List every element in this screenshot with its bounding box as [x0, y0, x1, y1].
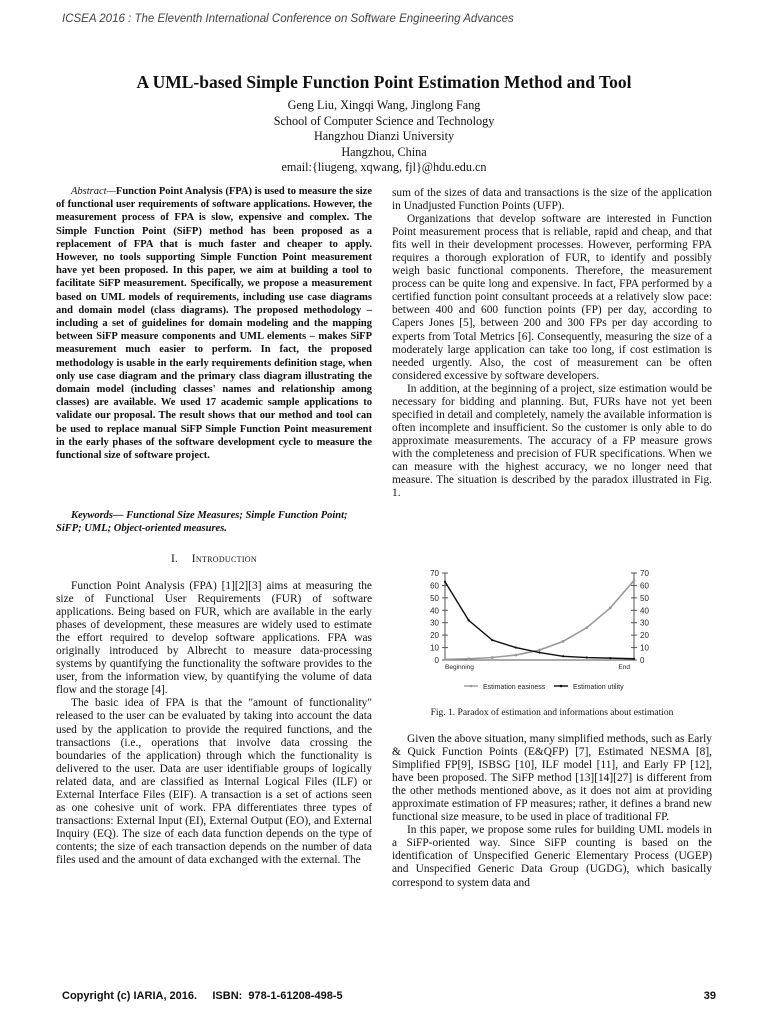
data-point-utility [468, 619, 470, 621]
y-tick-label-right: 50 [640, 593, 649, 603]
section-title: Introduction [191, 553, 257, 565]
legend-label-utility: Estimation utility [573, 684, 624, 691]
y-tick-label-right: 60 [640, 581, 649, 591]
data-point-easiness [514, 654, 517, 657]
left-column-body [56, 580, 372, 867]
abstract [56, 185, 372, 462]
y-tick-label-right: 20 [640, 631, 649, 641]
paragraph: Given the above situation, many simplified methods, such as Early & Quick Function Points (E&QFP) [7], Estimated NESMA [8], Simplified FP[9], ISBSG [10], ILF model [11], and Early FP [12], have been proposed. The SiFP method [13][14][27] is different from the other methods mentioned above, as it does not aim at providing approximate estimation of FP measures; rather, it defines a brand new functional size measure, to be used in place of traditional FP. [392, 733, 712, 824]
keywords: Keywords— Functional Size Measures; Simple Function Point; SiFP; UML; Object-oriented measures. [56, 510, 348, 535]
paradox-chart [392, 565, 712, 703]
right-column-bottom [392, 733, 712, 890]
data-point-utility [633, 658, 635, 660]
series-line-easiness [445, 580, 634, 659]
author-city: Hangzhou, China [341, 144, 427, 159]
y-tick-label-left: 20 [430, 631, 439, 641]
paragraph: Function Point Analysis (FPA) [1][2][3] aims at measuring the size of Functional User Requirements (FUR) of software applications. Being based on FUR, which are available in the early phases of development, these measures are widely used to estimate the effort required to develop software applications. FPA was originally introduced by Albrecht to measure data-processing systems by quantifying the functionality the software provides to the user, from the information view, by quantifying the volume of data flow and the storage [4]. [56, 580, 372, 697]
data-point-utility [444, 581, 446, 583]
data-point-easiness [633, 579, 636, 582]
y-tick-label-right: 0 [640, 656, 645, 665]
data-point-easiness [585, 626, 588, 629]
y-tick-label-left: 30 [430, 618, 439, 628]
data-point-easiness [609, 606, 612, 609]
paper-title: A UML-based Simple Function Point Estimation Method and Tool [136, 72, 632, 92]
data-point-utility [515, 646, 517, 648]
legend-marker-utility [560, 685, 563, 688]
y-tick-label-right: 70 [640, 569, 649, 578]
x-tick-label-end: End [618, 664, 630, 671]
data-point-utility [491, 639, 493, 641]
abstract-text: Function Point Analysis (FPA) is used to measure the size of functional user requirements of software applications. However, the measurement process of FPA is slow, expensive and complex. The Simple Function Point (SiFP) method has been proposed as a replacement of FPA that is much faster and cheaper to apply. However, no tools supporting Simple Function Point measurement have yet been proposed. In this paper, we aim at building a tool to facilitate SiFP measurement. Specifically, we propose a measurement based on UML models of requirements, including use case diagrams and domain model (class diagrams). The proposed methodology –including a set of guidelines for domain modeling and the mapping between SiFP measure components and UML elements – makes SiFP measurement much easier to perform. In fact, the proposed methodology is usable in the early requirements definition stage, when only use case diagram and the primary class diagram illustrating the domain model (including classes' names and relationship among classes) are available. We used 17 academic sample applications to validate our proposal. The result shows that our method and tool can be used to replace manual SiFP Simple Function Point measurement in the early phases of the software development cycle to measure the functional size of software project. [56, 186, 372, 462]
y-tick-label-left: 0 [434, 656, 439, 665]
y-tick-label-left: 10 [430, 643, 439, 653]
data-point-easiness [444, 658, 447, 661]
y-tick-label-left: 40 [430, 606, 439, 616]
author-school: School of Computer Science and Technology [273, 113, 495, 128]
data-point-utility [586, 656, 588, 658]
paragraph: In addition, at the beginning of a project, size estimation would be necessary for bidding and planning. But, FURs have not yet been specified in detail and completely, namely the available information is often incomplete and insufficient. So the customer is only able to do approximate measurements. The accuracy of a FP measure grows with the completeness and precision of FUR specifications. When we can measure with the highest accuracy, we no longer need that measure. The situation is described by the paradox illustrated in Fig. 1. [392, 382, 712, 500]
section-heading [56, 553, 372, 565]
author-block [0, 98, 768, 176]
data-point-easiness [491, 656, 494, 659]
author-names: Geng Liu, Xingqi Wang, Jinglong Fang [287, 98, 481, 112]
figure-caption: Fig. 1. Paradox of estimation and informations about estimation [430, 708, 674, 718]
paragraph: Organizations that develop software are interested in Function Point measurement process that is reliable, rapid and cheap, and that fits well in their development processes. However, performing FPA requires a thorough exploration of FUR, to identify and possibly weigh basic functional components. Therefore, the measurement process can be quite long and expensive. In fact, FPA performed by a certified function point consultant proceeds at a relatively slow pace: between 400 and 600 function points (FP) per day, according to Capers Jones [5], between 200 and 300 FPs per day according to experts from Total Metrics [6]. Consequently, measuring the size of a moderately large application can take too long, if cost estimation is needed urgently. Also, the cost of measurement can be often considered excessive by software developers. [392, 213, 712, 382]
data-point-easiness [562, 640, 565, 643]
series-line-utility [445, 582, 634, 659]
y-tick-label-right: 40 [640, 606, 649, 616]
data-point-utility [609, 657, 611, 659]
paragraph: The basic idea of FPA is that the "amount of functionality" released to the user can be evaluated by taking into account the data used by the application to provide the required functions, and the transactions (i.e., operations that involve data crossing the boundaries of the application) through which the functionality is delivered to the user. Data are user identifiable groups of logically related data, and are classified as Internal Logical Files (ILF) or External Interface Files (EIF). A transaction is a set of actions seen as one cohesive unit of work. FPA differentiates three types of transactions: External Input (EI), External Output (EO), and External Inquiry (EQ). The size of each data function depends on the type of contents; the size of each transaction depends on the number of data files used and the amount of data exchanged with the external. The [56, 697, 372, 866]
legend-label-easiness: Estimation easiness [483, 684, 546, 691]
paragraph: In this paper, we propose some rules for building UML models in a SiFP-oriented way. Since SiFP counting is based on the identification of Unspecified Generic Elementary Process (UGEP) and Unspecified Generic Data Group (UGDG), which basically correspond to system data and [392, 824, 712, 889]
y-tick-label-left: 50 [430, 593, 439, 603]
author-email: email:{liugeng, xqwang, fjl}@hdu.edu.cn [281, 160, 487, 175]
page-number: 39 [703, 990, 716, 1002]
data-point-easiness [467, 657, 470, 660]
paragraph: sum of the sizes of data and transactions is the size of the application in Unadjusted Function Points (UFP). [392, 187, 712, 213]
data-point-utility [538, 651, 540, 653]
data-point-easiness [538, 649, 541, 652]
data-point-utility [562, 655, 564, 657]
footer-copyright: Copyright (c) IARIA, 2016. ISBN: 978-1-61208-498-5 [62, 990, 343, 1002]
abstract-lead: Abstract— [71, 186, 116, 197]
y-tick-label-left: 70 [430, 569, 439, 578]
x-tick-label-beginning: Beginning [445, 664, 474, 671]
y-tick-label-left: 60 [430, 581, 439, 591]
right-column-top [392, 187, 712, 500]
y-tick-label-right: 30 [640, 618, 649, 628]
legend-marker-easiness [470, 685, 473, 688]
conference-header: ICSEA 2016 : The Eleventh International Conference on Software Engineering Advances [62, 13, 514, 25]
section-number: I. [171, 553, 178, 565]
y-tick-label-right: 10 [640, 643, 649, 653]
author-university: Hangzhou Dianzi University [313, 129, 455, 144]
